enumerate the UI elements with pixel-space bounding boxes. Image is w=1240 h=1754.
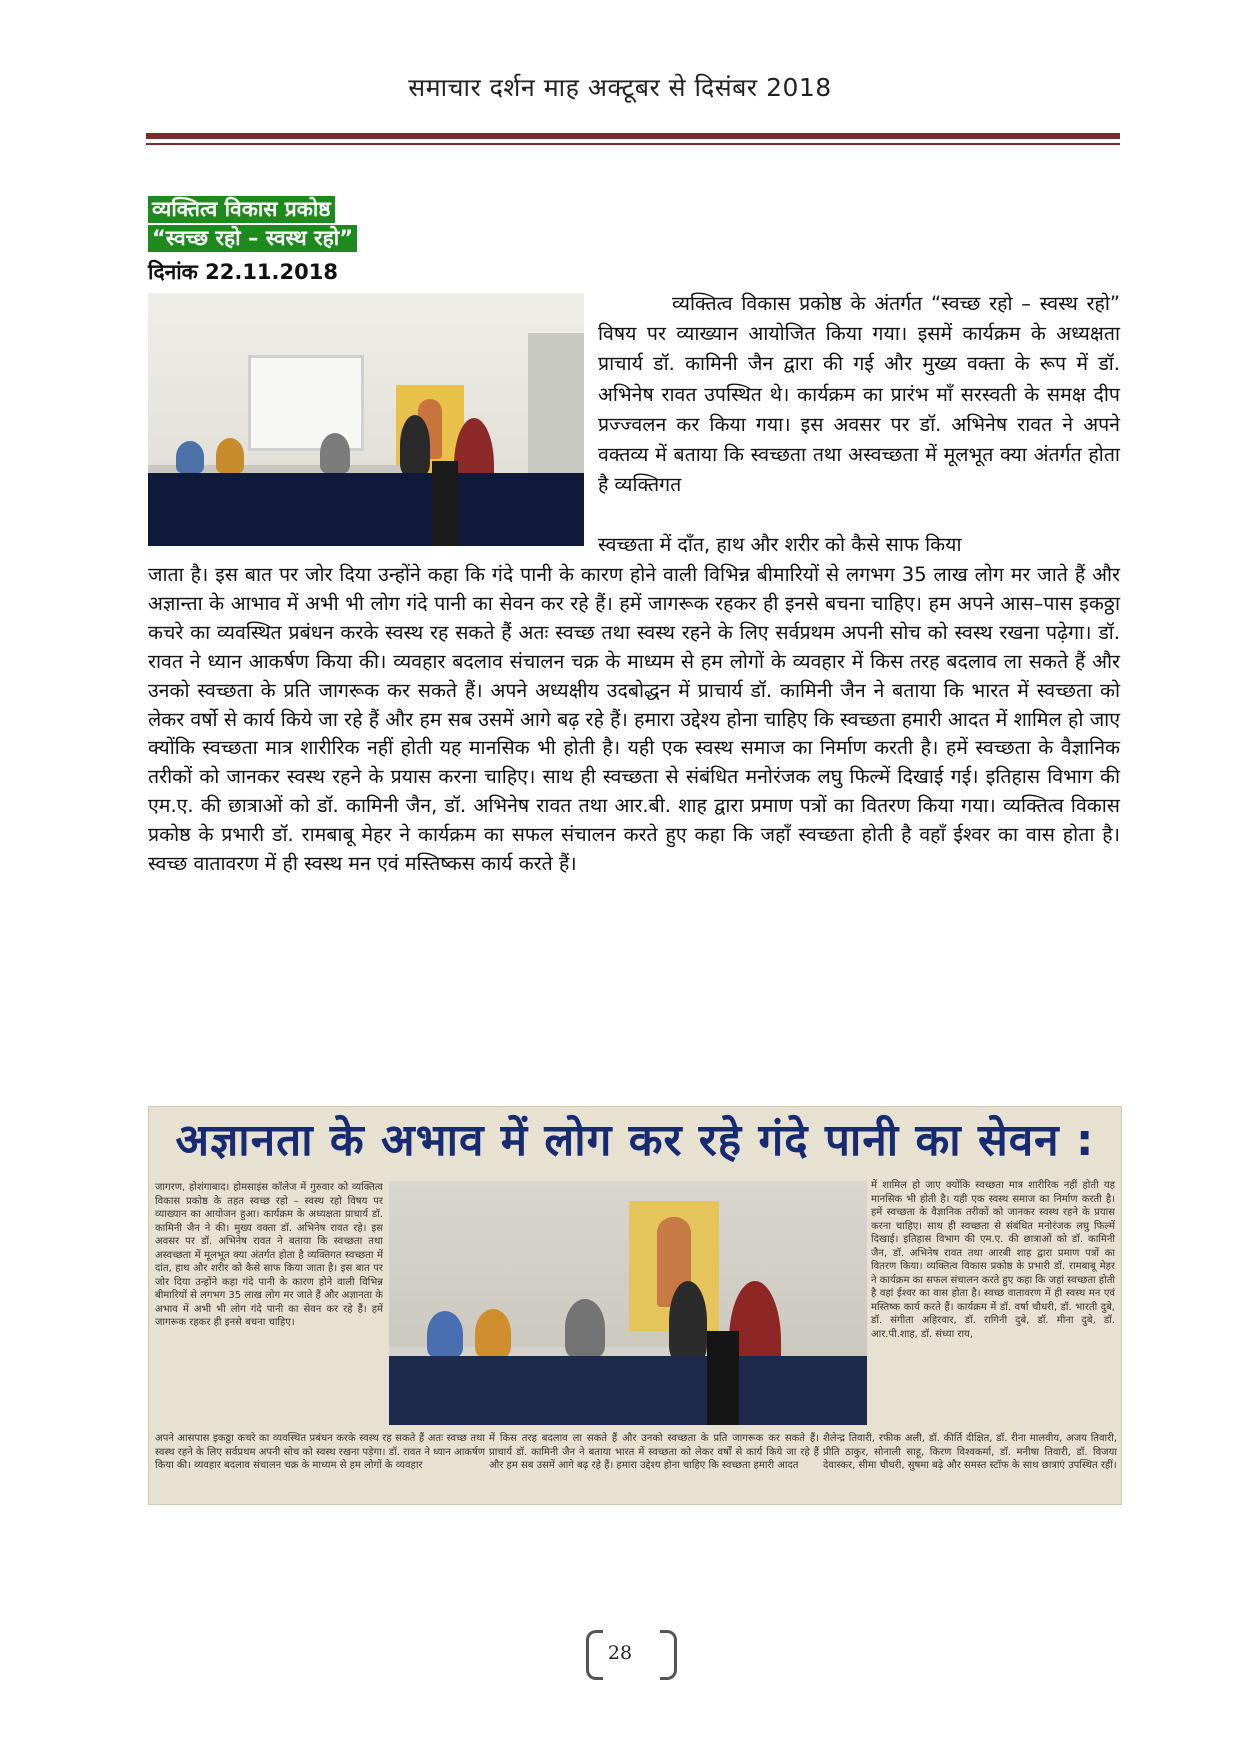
clipping-table-cloth: [389, 1356, 867, 1425]
event-photo: [148, 293, 584, 546]
clipping-podium: [707, 1331, 739, 1425]
section-tag-cell-name: व्यक्तित्व विकास प्रकोष्ठ: [148, 196, 335, 223]
podium: [432, 461, 458, 546]
article-lead-last-line: स्वच्छता में दाँत, हाथ और शरीर को कैसे साफ किया: [598, 533, 962, 556]
page-header-title: समाचार दर्शन माह अक्टूबर से दिसंबर 2018: [408, 73, 832, 102]
guest-figure: [176, 441, 204, 473]
clipping-photo: [389, 1181, 867, 1425]
page-number: 28: [607, 1642, 633, 1664]
header-rule-thick: [146, 133, 1120, 139]
clipping-guest-figure: [427, 1311, 463, 1357]
section-tag-slogan: “स्वच्छ रहो – स्वस्थ रहो”: [148, 225, 357, 252]
clipping-column-right: में शामिल हो जाए क्योंकि स्वच्छता मात्र शारीरिक नहीं होती यह मानसिक भी होती है। यही एक स्वस्थ समाज का निर्माण करती है। हमें स्वच्छता के वैज्ञानिक तरीकों को जानकर स्वस्थ रहने के प्रयास करना चाहिए। साथ ही स्वच्छता से संबंधित मनोरंजक लघु फिल्में दिखाई। इतिहास विभाग की एम.ए. की छात्राओं को डॉ. कामिनी जैन, डॉ. अभिनेष रावत तथा आरबी शाह द्वारा प्रमाण पत्रों का वितरण किया। व्यक्तित्व विकास प्रकोष्ठ के प्रभारी डॉ. रामबाबू मेहर ने कार्यक्रम का सफल संचालन करते हुए कहा कि जहां स्वच्छता होती है वहां ईश्वर का वास होता है। स्वच्छ वातावरण में ही स्वस्थ मन एवं मस्तिष्क कार्य करते हैं। कार्यक्रम में डॉ. वर्षा चौधरी, डॉ. भारती दुबे, डॉ. संगीता अहिरवार, डॉ. रागिनी दुबे, डॉ. मीना दुबे, डॉ. आर.पी.शाह, डॉ. संध्या राय,: [871, 1180, 1115, 1340]
clipping-column-bottom-2: में किस तरह बदलाव ला सकते हैं और उनको स्वच्छता के प्रति जागरूक कर सकते हैं। प्राचार्य डॉ. कामिनी जैन ने बताया भारत में स्वच्छता को लेकर वर्षों से कार्य किये जा रहे हैं और हम सब उसमें आगे बढ़ रहे हैं। हमारा उद्देश्य होना चाहिए कि स्वच्छता हमारी आदत: [489, 1433, 819, 1471]
guest-figure: [320, 433, 350, 473]
speaker-figure: [400, 415, 430, 475]
background-door: [528, 333, 584, 483]
header-rule-thin: [146, 143, 1120, 145]
clipping-headline: अज्ञानता के अभाव में लोग कर रहे गंदे पानी का सेवन :: [175, 1115, 1095, 1166]
projector-screen: [248, 355, 364, 451]
event-date: दिनांक 22.11.2018: [148, 260, 338, 284]
clipping-column-bottom-3: शैलेन्द्र तिवारी, रफीक अली, डॉ. कीर्ति दीक्षित, डॉ. रीना मालवीय, अजय तिवारी, प्रीति ठाकुर, सोनाली साहू, किरण विश्वकर्मा, डॉ. मनीषा तिवारी, डॉ. विजया देवास्कर, सीमा चौधरी, सुषमा बढ़े और समस्त स्टॉफ के साथ छात्राएं उपस्थित रहीं।: [823, 1433, 1117, 1471]
article-body-paragraph: जाता है। इस बात पर जोर दिया उन्होंने कहा कि गंदे पानी के कारण होने वाली विभिन्न बीमारियों से लगभग 35 लाख लोग मर जाते हैं और अज्ञान्ता के आभाव में अभी भी लोग गंदे पानी का सेवन कर रहे हैं। हमें जागरूक रहकर ही इनसे बचना चाहिए। हम अपने आस–पास इकठ्ठा कचरे का व्यवस्थित प्रबंधन करके स्वस्थ रह सकते हैं अतः स्वच्छ तथा स्वस्थ रहने के लिए सर्वप्रथम अपनी सोच को स्वस्थ रखना पढ़ेगा। डॉ. रावत ने ध्यान आकर्षण किया की। व्यवहार बदलाव संचालन चक्र के माध्यम से हम लोगों के व्यवहार में किस तरह बदलाव ला सकते हैं और उनको स्वच्छता के प्रति जागरूक कर सकते हैं। अपने अध्यक्षीय उदबोद्धन में प्राचार्य डॉ. कामिनी जैन ने बताया कि भारत में स्वच्छता को लेकर वर्षो से कार्य किये जा रहे हैं और हम सब उसमें आगे बढ़ रहे हैं। हमारा उद्देश्य होना चाहिए कि स्वच्छता हमारी आदत में शामिल हो जाए क्योंकि स्वच्छता मात्र शारीरिक नहीं होती यह मानसिक भी होती है। यही एक स्वस्थ समाज का निर्माण करती है। हमें स्वच्छता के वैज्ञानिक तरीकों को जानकर स्वस्थ रहने के प्रयास करना चाहिए। साथ ही स्वच्छता से संबंधित मनोरंजक लघु फिल्में दिखाई गई। इतिहास विभाग की एम.ए. की छात्राओं को डॉ. कामिनी जैन, डॉ. अभिनेष रावत तथा आर.बी. शाह द्वारा प्रमाण पत्रों का वितरण किया गया। व्यक्तित्व विकास प्रकोष्ठ के प्रभारी डॉ. रामबाबू मेहर ने कार्यक्रम का सफल संचालन करते हुए कहा कि जहाँ स्वच्छता होती है वहाँ ईश्वर का वास होता है। स्वच्छ वातावरण में ही स्वस्थ मन एवं मस्तिष्कस कार्य करते हैं।: [148, 563, 1120, 876]
guest-figure: [216, 438, 244, 473]
table-cloth: [148, 473, 584, 546]
clipping-guest-figure: [475, 1309, 511, 1357]
newspaper-clipping: [148, 1106, 1122, 1505]
clipping-column-bottom-1: अपने आसपास इकठ्ठा कचरे का व्यवस्थित प्रबंधन करके स्वस्थ रह सकते हैं अतः स्वच्छ तथा स्वस्थ रहने के लिए सर्वप्रथम अपनी सोच को स्वस्थ रखना पड़ेगा। डॉ. रावत ने ध्यान आकर्षण किया की। व्यवहार बदलाव संचालन चक्र के माध्यम से हम लोगों के व्यवहार: [155, 1433, 485, 1471]
clipping-guest-figure: [565, 1299, 605, 1357]
article-lead-paragraph: व्यक्तित्व विकास प्रकोष्ठ के अंतर्गत “स्वच्छ रहो – स्वस्थ रहो” विषय पर व्याख्यान आयोजित किया गया। इसमें कार्यक्रम के अध्यक्षता प्राचार्य डॉ. कामिनी जैन द्वारा की गई और मुख्य वक्ता के रूप में डॉ. अभिनेष रावत उपस्थित थे। कार्यक्रम का प्रारंभ माँ सरस्वती के समक्ष दीप प्रज्ज्वलन कर किया गया। इस अवसर पर डॉ. अभिनेष रावत ने अपने वक्तव्य में बताया कि स्वच्छता तथा अस्वच्छता में मूलभूत क्या अंतर्गत होता है व्यक्तिगत: [598, 292, 1120, 497]
clipping-column-left: जागरण, होशंगाबाद। होमसाइंस कॉलेज में गुरुवार को व्यक्तित्व विकास प्रकोष्ठ के तहत स्वच्छ रहो – स्वस्थ रहो विषय पर व्याख्यान का आयोजन हुआ। कार्यक्रम के अध्यक्षता प्राचार्य डॉ. कामिनी जैन ने की। मुख्य वक्ता डॉ. अभिनेष रावत रहे। इस अवसर पर डॉ. अभिनेष रावत ने बताया कि स्वच्छता तथा अस्वच्छता में मूलभूत क्या अंतर्गत होता है व्यक्तिगत स्वच्छता में दांत, हाथ और शरीर को कैसे साफ किया जाता है। इस बात पर जोर दिया उन्होंने कहा गंदे पानी के कारण होने वाली विभिन्न बीमारियों से लगभग 35 लाख लोग मर जाते हैं और अज्ञानता के अभाव में अभी भी लोग गंदे पानी का सेवन कर रहे हैं। हमें जागरूक रहकर ही इनसे बचना चाहिए।: [155, 1182, 383, 1328]
clipping-speaker-figure: [669, 1281, 707, 1361]
